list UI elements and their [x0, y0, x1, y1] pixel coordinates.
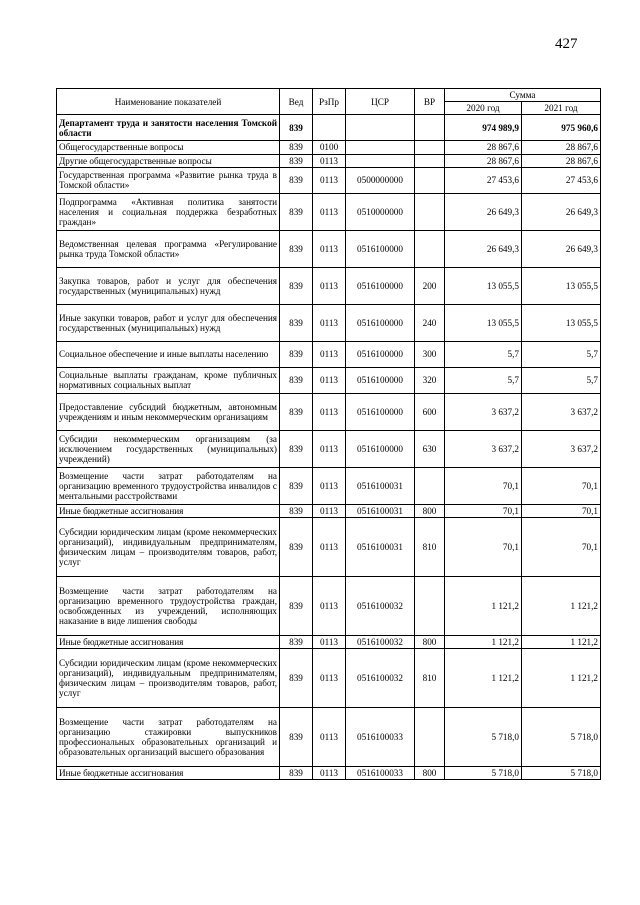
row-sum-2020: 5,7 [445, 341, 522, 367]
row-name: Субсидии юридическим лицам (кроме некоммерческих организаций), индивидуальным предпринимателям, физическим лицам – производителям товаров, работ, услуг [57, 518, 280, 577]
table-row [57, 504, 601, 517]
row-rzpr: 0113 [313, 367, 346, 393]
row-name: Другие общегосударственные вопросы [57, 154, 280, 167]
row-csr: 0516100000 [346, 393, 415, 430]
row-ved: 839 [280, 504, 313, 517]
row-rzpr: 0113 [313, 649, 346, 708]
header-sum: Сумма [445, 89, 601, 102]
row-name: Предоставление субсидий бюджетным, автономным учреждениям и иным некоммерческим организациям [57, 393, 280, 430]
row-rzpr: 0113 [313, 708, 346, 767]
row-vr: 320 [415, 367, 445, 393]
row-ved: 839 [280, 577, 313, 636]
table-row [57, 141, 601, 154]
row-ved: 839 [280, 767, 313, 780]
row-name: Государственная программа «Развитие рынка труда в Томской области» [57, 167, 280, 193]
row-sum-2021: 5,7 [522, 341, 601, 367]
row-vr [415, 193, 445, 230]
row-sum-2021: 70,1 [522, 467, 601, 504]
row-rzpr: 0113 [313, 230, 346, 267]
row-csr: 0516100000 [346, 267, 415, 304]
row-sum-2020: 28 867,6 [445, 141, 522, 154]
table-row [57, 636, 601, 649]
row-sum-2021: 28 867,6 [522, 154, 601, 167]
row-name: Подпрограмма «Активная политика занятости населения и социальная поддержка безработных граждан» [57, 193, 280, 230]
budget-table [56, 88, 601, 780]
row-sum-2021: 3 637,2 [522, 393, 601, 430]
header-2021: 2021 год [522, 102, 601, 115]
row-csr: 0516100031 [346, 504, 415, 517]
row-name: Субсидии юридическим лицам (кроме некоммерческих организаций), индивидуальным предпринимателям, физическим лицам – производителям товаров, работ, услуг [57, 649, 280, 708]
row-rzpr: 0113 [313, 341, 346, 367]
row-name: Ведомственная целевая программа «Регулирование рынка труда Томской области» [57, 230, 280, 267]
row-vr [415, 230, 445, 267]
row-name: Иные закупки товаров, работ и услуг для обеспечения государственных (муниципальных) нужд [57, 304, 280, 341]
table-row [57, 267, 601, 304]
row-sum-2021: 70,1 [522, 518, 601, 577]
row-csr: 0516100000 [346, 430, 415, 467]
table-row [57, 649, 601, 708]
row-name: Субсидии некоммерческим организациям (за исключением государственных (муниципальных) учреждений) [57, 430, 280, 467]
row-sum-2021: 26 649,3 [522, 230, 601, 267]
row-vr: 800 [415, 636, 445, 649]
row-name: Социальные выплаты гражданам, кроме публичных нормативных социальных выплат [57, 367, 280, 393]
page-number: 427 [555, 36, 578, 52]
table-row [57, 393, 601, 430]
table-row [57, 167, 601, 193]
row-sum-2020: 26 649,3 [445, 230, 522, 267]
row-sum-2021: 975 960,6 [522, 115, 601, 141]
row-rzpr: 0113 [313, 518, 346, 577]
table-row [57, 518, 601, 577]
row-rzpr: 0113 [313, 393, 346, 430]
row-csr: 0516100032 [346, 636, 415, 649]
row-sum-2020: 70,1 [445, 504, 522, 517]
row-vr: 240 [415, 304, 445, 341]
row-name: Возмещение части затрат работодателям на организацию стажировки выпускников профессиональных образовательных организаций и образовательных организаций высшего образования [57, 708, 280, 767]
row-rzpr: 0113 [313, 304, 346, 341]
row-ved: 839 [280, 154, 313, 167]
row-vr [415, 141, 445, 154]
header-csr: ЦСР [346, 89, 415, 115]
row-rzpr: 0113 [313, 154, 346, 167]
row-ved: 839 [280, 708, 313, 767]
row-rzpr: 0113 [313, 467, 346, 504]
row-vr [415, 708, 445, 767]
row-sum-2021: 28 867,6 [522, 141, 601, 154]
row-ved: 839 [280, 649, 313, 708]
row-sum-2020: 1 121,2 [445, 636, 522, 649]
row-vr: 600 [415, 393, 445, 430]
row-csr: 0516100031 [346, 467, 415, 504]
header-vr: ВР [415, 89, 445, 115]
header-ved: Вед [280, 89, 313, 115]
row-vr: 300 [415, 341, 445, 367]
row-name: Закупка товаров, работ и услуг для обеспечения государственных (муниципальных) нужд [57, 267, 280, 304]
table-row [57, 767, 601, 780]
row-name: Департамент труда и занятости населения Томской области [57, 115, 280, 141]
row-sum-2020: 5 718,0 [445, 767, 522, 780]
row-sum-2020: 974 989,9 [445, 115, 522, 141]
row-name: Иные бюджетные ассигнования [57, 504, 280, 517]
row-sum-2020: 1 121,2 [445, 577, 522, 636]
row-sum-2020: 13 055,5 [445, 267, 522, 304]
row-csr: 0516100033 [346, 767, 415, 780]
row-ved: 839 [280, 467, 313, 504]
row-ved: 839 [280, 193, 313, 230]
row-sum-2021: 26 649,3 [522, 193, 601, 230]
row-sum-2020: 5,7 [445, 367, 522, 393]
row-sum-2021: 27 453,6 [522, 167, 601, 193]
row-vr [415, 167, 445, 193]
row-sum-2021: 5,7 [522, 367, 601, 393]
row-vr: 800 [415, 504, 445, 517]
row-sum-2020: 26 649,3 [445, 193, 522, 230]
row-csr: 0516100031 [346, 518, 415, 577]
row-csr: 0516100000 [346, 230, 415, 267]
row-sum-2020: 5 718,0 [445, 708, 522, 767]
row-vr [415, 467, 445, 504]
row-ved: 839 [280, 115, 313, 141]
row-ved: 839 [280, 518, 313, 577]
row-csr: 0516100000 [346, 304, 415, 341]
row-ved: 839 [280, 636, 313, 649]
row-csr [346, 141, 415, 154]
row-ved: 839 [280, 341, 313, 367]
row-sum-2020: 27 453,6 [445, 167, 522, 193]
row-name: Социальное обеспечение и иные выплаты населению [57, 341, 280, 367]
row-sum-2021: 3 637,2 [522, 430, 601, 467]
row-name: Возмещение части затрат работодателям на организацию временного трудоустройства инвалидов с ментальными расстройствами [57, 467, 280, 504]
row-sum-2020: 70,1 [445, 467, 522, 504]
row-csr: 0510000000 [346, 193, 415, 230]
row-ved: 839 [280, 304, 313, 341]
row-csr [346, 115, 415, 141]
row-ved: 839 [280, 230, 313, 267]
header-2020: 2020 год [445, 102, 522, 115]
row-ved: 839 [280, 367, 313, 393]
table-row [57, 193, 601, 230]
row-rzpr [313, 115, 346, 141]
row-sum-2020: 28 867,6 [445, 154, 522, 167]
row-rzpr: 0113 [313, 193, 346, 230]
row-rzpr: 0113 [313, 430, 346, 467]
row-name: Общегосударственные вопросы [57, 141, 280, 154]
row-sum-2021: 5 718,0 [522, 767, 601, 780]
row-csr: 0516100033 [346, 708, 415, 767]
row-csr: 0516100000 [346, 341, 415, 367]
row-vr [415, 577, 445, 636]
row-sum-2021: 1 121,2 [522, 649, 601, 708]
row-ved: 839 [280, 393, 313, 430]
row-name: Иные бюджетные ассигнования [57, 767, 280, 780]
row-rzpr: 0113 [313, 767, 346, 780]
row-sum-2020: 13 055,5 [445, 304, 522, 341]
row-name: Иные бюджетные ассигнования [57, 636, 280, 649]
row-csr: 0516100032 [346, 649, 415, 708]
row-sum-2021: 13 055,5 [522, 304, 601, 341]
row-sum-2020: 70,1 [445, 518, 522, 577]
table-row [57, 154, 601, 167]
row-vr: 200 [415, 267, 445, 304]
table-row [57, 430, 601, 467]
row-vr: 630 [415, 430, 445, 467]
header-rzpr: РзПр [313, 89, 346, 115]
row-ved: 839 [280, 430, 313, 467]
row-vr: 810 [415, 649, 445, 708]
row-rzpr: 0113 [313, 504, 346, 517]
row-vr [415, 154, 445, 167]
row-sum-2020: 1 121,2 [445, 649, 522, 708]
table-row [57, 367, 601, 393]
row-rzpr: 0100 [313, 141, 346, 154]
row-sum-2020: 3 637,2 [445, 393, 522, 430]
row-ved: 839 [280, 267, 313, 304]
row-sum-2021: 70,1 [522, 504, 601, 517]
table-row [57, 115, 601, 141]
row-vr: 800 [415, 767, 445, 780]
row-sum-2021: 13 055,5 [522, 267, 601, 304]
table-row [57, 304, 601, 341]
table-row [57, 708, 601, 767]
table-row [57, 341, 601, 367]
table-row [57, 467, 601, 504]
row-sum-2021: 1 121,2 [522, 636, 601, 649]
row-csr: 0516100000 [346, 367, 415, 393]
header-name: Наименование показателей [57, 89, 280, 115]
row-sum-2021: 1 121,2 [522, 577, 601, 636]
row-csr: 0516100032 [346, 577, 415, 636]
table-row [57, 577, 601, 636]
row-vr: 810 [415, 518, 445, 577]
row-csr [346, 154, 415, 167]
table-row [57, 230, 601, 267]
row-ved: 839 [280, 167, 313, 193]
row-ved: 839 [280, 141, 313, 154]
row-sum-2020: 3 637,2 [445, 430, 522, 467]
row-rzpr: 0113 [313, 577, 346, 636]
row-rzpr: 0113 [313, 167, 346, 193]
row-name: Возмещение части затрат работодателям на организацию временного трудоустройства граждан, освобожденных из учреждений, исполняющих наказание в виде лишения свободы [57, 577, 280, 636]
row-csr: 0500000000 [346, 167, 415, 193]
row-sum-2021: 5 718,0 [522, 708, 601, 767]
row-vr [415, 115, 445, 141]
row-rzpr: 0113 [313, 636, 346, 649]
row-rzpr: 0113 [313, 267, 346, 304]
